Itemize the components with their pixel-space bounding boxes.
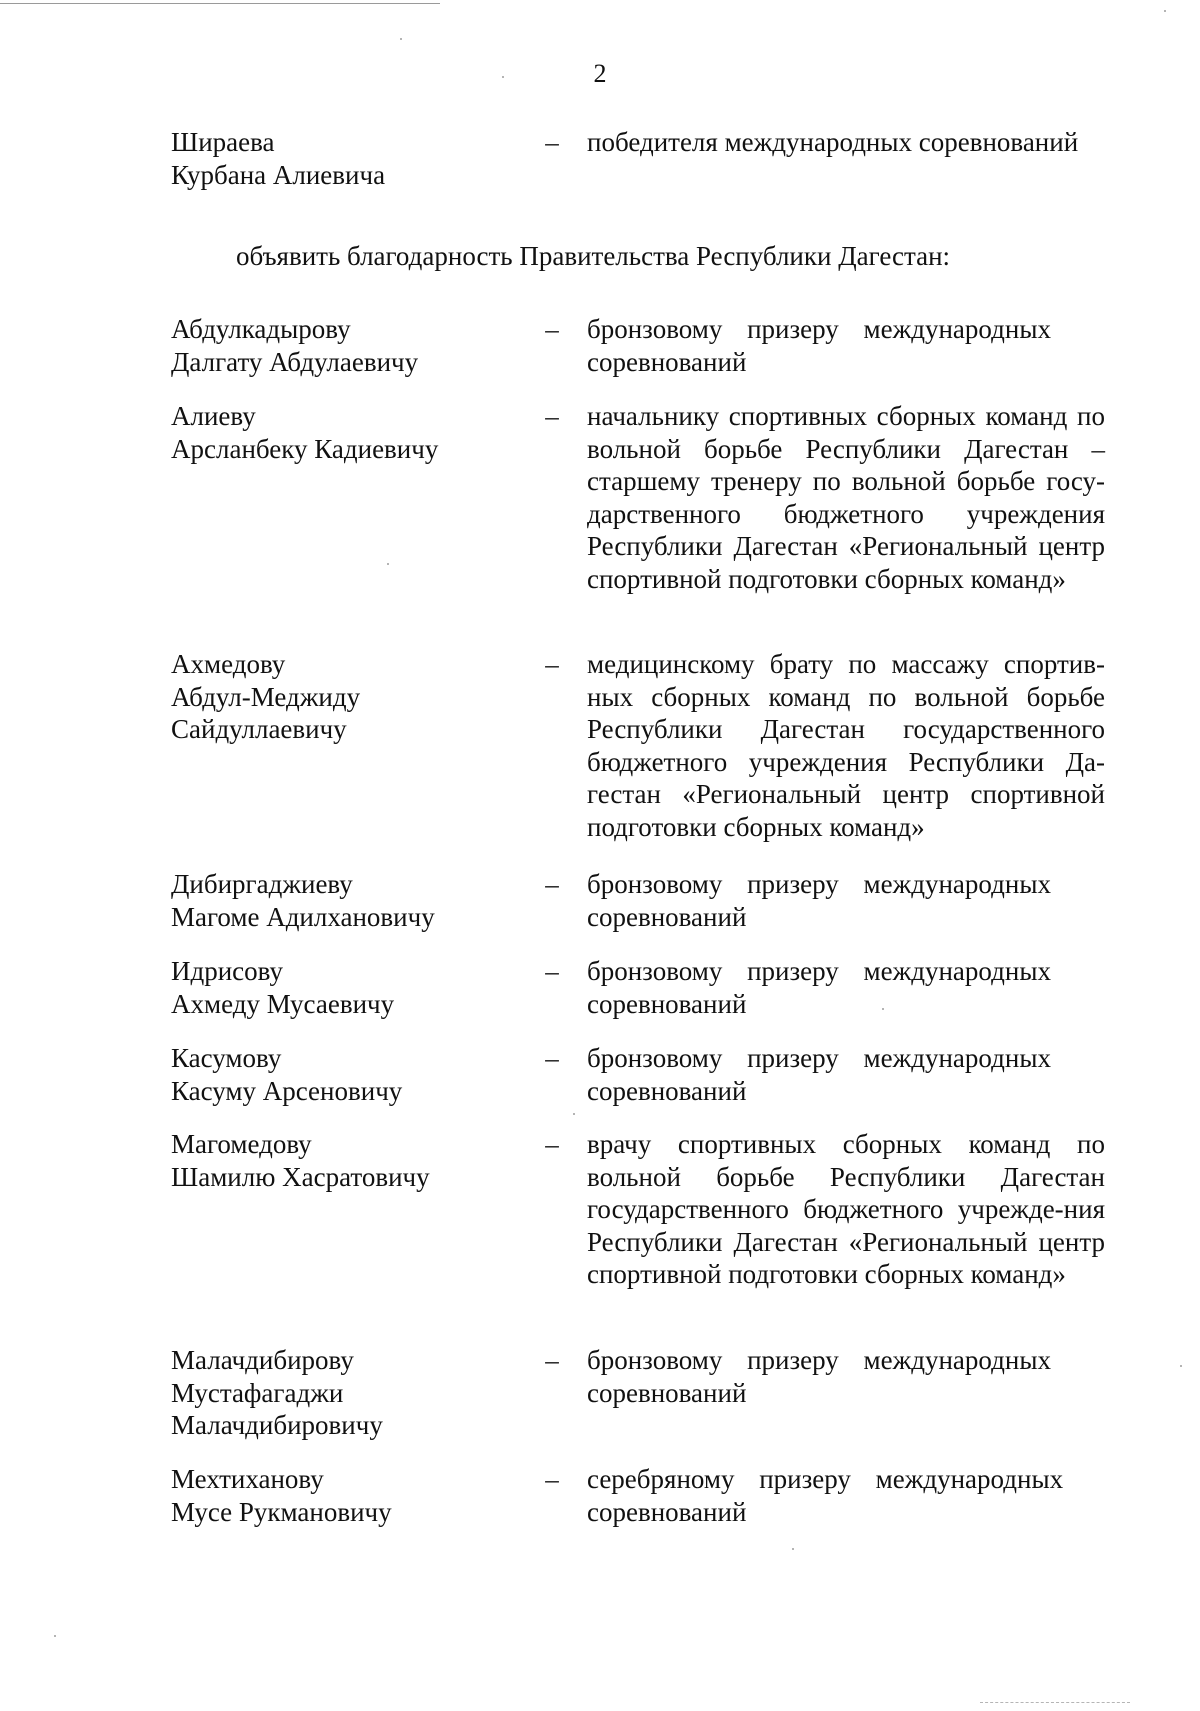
scan-speck [1180,1365,1182,1367]
recipient-name: Дибиргаджиеву Магоме Адилхановичу [171,869,435,932]
recipient-name: Шираева Курбана Алиевича [171,127,386,190]
scan-speck [387,563,389,565]
section-heading: объявить благодарность Правительства Республики Дагестан: [236,241,951,271]
recipient-description: серебряному призеру международных соревнований [587,1464,1064,1527]
scan-speck [1164,10,1166,12]
recipient-name: Ахмедову Абдул-Меджиду Сайдуллаевичу [171,649,361,744]
separator-dash: – [545,1129,559,1159]
recipient-name: Малачдибирову Мустафагаджи Малачдибировичу [171,1345,383,1440]
page-number: 2 [593,59,607,88]
recipient-description: победителя международных соревнований [587,127,1079,157]
recipient-description: бронзовому призеру международных соревнований [587,1345,1051,1408]
scan-edge-line [0,3,440,4]
separator-dash: – [545,401,559,431]
separator-dash: – [545,1345,559,1375]
recipient-description: врачу спортивных сборных команд по вольной борьбе Республики Дагестан государственного бюджетного учрежде-ния Республики Дагестан «Региональный центр спортивной подготовки сборных команд» [587,1129,1105,1289]
scan-speck [54,1635,56,1637]
recipient-description: начальнику спортивных сборных команд по вольной борьбе Республики Дагестан – старшему тренеру по вольной борьбе госу-дарственного бюджетного учреждения Республики Дагестан «Региональный центр спортивной подготовки сборных команд» [587,401,1105,594]
recipient-name: Идрисову Ахмеду Мусаевичу [171,956,395,1019]
recipient-description: бронзовому призеру международных соревнований [587,956,1051,1019]
recipient-name: Мехтиханову Мусе Рукмановичу [171,1464,392,1527]
recipient-name: Алиеву Арсланбеку Кадиевичу [171,401,439,464]
recipient-description: медицинскому брату по массажу спортив-ных сборных команд по вольной борьбе Республики Дагестан государственного бюджетного учреждения Республики Да-гестан «Региональный центр спортивной подготовки сборных команд» [587,649,1105,842]
recipient-description: бронзовому призеру международных соревнований [587,1043,1051,1106]
separator-dash: – [545,1043,559,1073]
separator-dash: – [545,956,559,986]
scan-edge-line [980,1702,1130,1703]
scan-speck [573,1113,575,1115]
recipient-description: бронзовому призеру международных соревнований [587,314,1051,377]
recipient-name: Абдулкадырову Далгату Абдулаевичу [171,314,419,377]
separator-dash: – [545,649,559,679]
separator-dash: – [545,1464,559,1494]
separator-dash: – [545,869,559,899]
separator-dash: – [545,314,559,344]
recipient-name: Касумову Касуму Арсеновичу [171,1043,403,1106]
scan-speck [792,1548,794,1550]
recipient-name: Магомедову Шамилю Хасратовичу [171,1129,430,1192]
recipient-description: бронзовому призеру международных соревнований [587,869,1051,932]
scan-speck [400,38,402,40]
separator-dash: – [545,127,559,157]
